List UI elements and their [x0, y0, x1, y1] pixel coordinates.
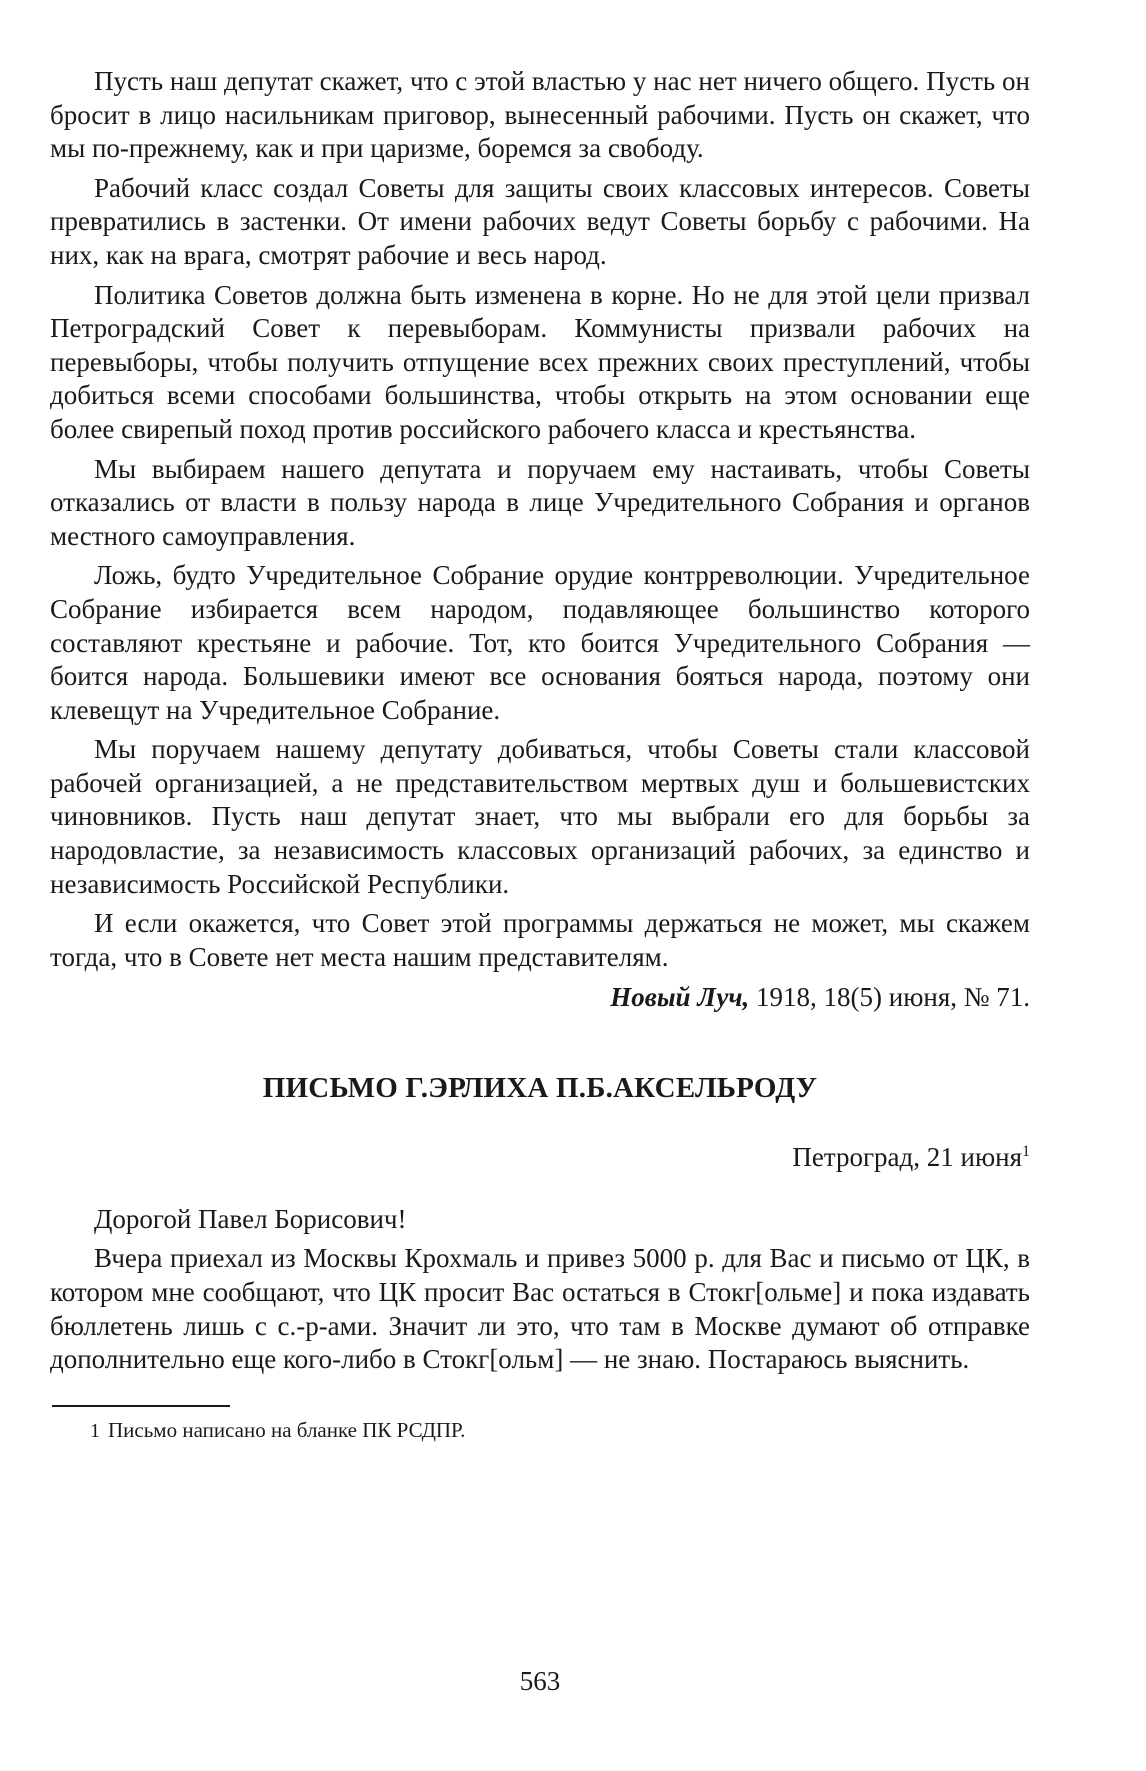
source-citation: [50, 980, 1030, 1014]
footnote: [50, 1417, 1030, 1444]
letter-body-paragraph: Вчера приехал из Москвы Крохмаль и привез 5000 р. для Вас и письмо от ЦК, в котором мне сообщают, что ЦК просит Вас остаться в Стокг[ольме] и пока издавать бюллетень лишь с с.-р-ами. Значит ли это, что там в Москве думают об отправке дополнительно еще кого-либо в Стокг[ольм] — не знаю. Постараюсь выяснить.: [50, 1243, 1030, 1375]
footnote-divider: [52, 1405, 230, 1407]
letter-title: ПИСЬМО Г.ЭРЛИХА П.Б.АКСЕЛЬРОДУ: [262, 1072, 818, 1105]
footnote-reference: 1: [1022, 1143, 1030, 1161]
article-paragraph: Пусть наш депутат скажет, что с этой властью у нас нет ничего общего. Пусть он бросит в лицо насильникам приговор, вынесенный рабочими. Пусть он скажет, что мы по-прежнему, как и при царизме, боремся за свободу.: [50, 66, 1030, 164]
letter-salutation: Дорогой Павел Борисович!: [94, 1204, 407, 1235]
article-paragraph: И если окажется, что Совет этой программы держаться не может, мы скажем тогда, что в Совете нет места нашим представителям.: [50, 908, 1030, 972]
article-paragraph: Мы выбираем нашего депутата и поручаем ему настаивать, чтобы Советы отказались от власти в пользу народа в лице Учредительного Собрания и органов местного самоуправления.: [50, 453, 1030, 551]
footnote-mark: 1: [90, 1419, 100, 1442]
article-paragraph: Мы поручаем нашему депутату добиваться, чтобы Советы стали классовой рабочей организацией, а не представительством мертвых душ и большевистских чиновников. Пусть наш депутат знает, что мы выбрали его для борьбы за народовластие, за независимость классовых организаций рабочих, за единство и независимость Российской Республики.: [50, 734, 1030, 899]
article-paragraph: Политика Советов должна быть изменена в корне. Но не для этой цели призвал Петроградский Совет к перевыборам. Коммунисты призвали рабочих на перевыборы, чтобы получить отпущение всех прежних своих преступлений, чтобы добиться всеми способами большинства, чтобы открыть на этом основании еще более свирепый поход против российского рабочего класса и крестьянства.: [50, 279, 1030, 444]
document-page: [50, 65, 1030, 1745]
article-paragraph: Рабочий класс создал Советы для защиты своих классовых интересов. Советы превратились в застенки. От имени рабочих ведут Советы борьбу с рабочими. На них, как на врага, смотрят рабочие и весь народ.: [50, 172, 1030, 270]
source-name: Новый Луч,: [610, 982, 750, 1013]
article-paragraph: Ложь, будто Учредительное Собрание орудие контрреволюции. Учредительное Собрание избирается всем народом, подавляющее большинство которого составляют крестьяне и рабочие. Тот, кто боится Учредительного Собрания — боится народа. Большевики имеют все основания бояться народа, поэтому они клевещут на Учредительное Собрание.: [50, 560, 1030, 725]
source-details: 1918, 18(5) июня, № 71.: [749, 982, 1030, 1013]
letter-dateline: [50, 1140, 1030, 1174]
page-number: 563: [519, 1666, 561, 1696]
dateline-text: Петроград, 21 июня: [792, 1142, 1022, 1173]
footnote-text: Письмо написано на бланке ПК РСДПР.: [108, 1417, 466, 1442]
